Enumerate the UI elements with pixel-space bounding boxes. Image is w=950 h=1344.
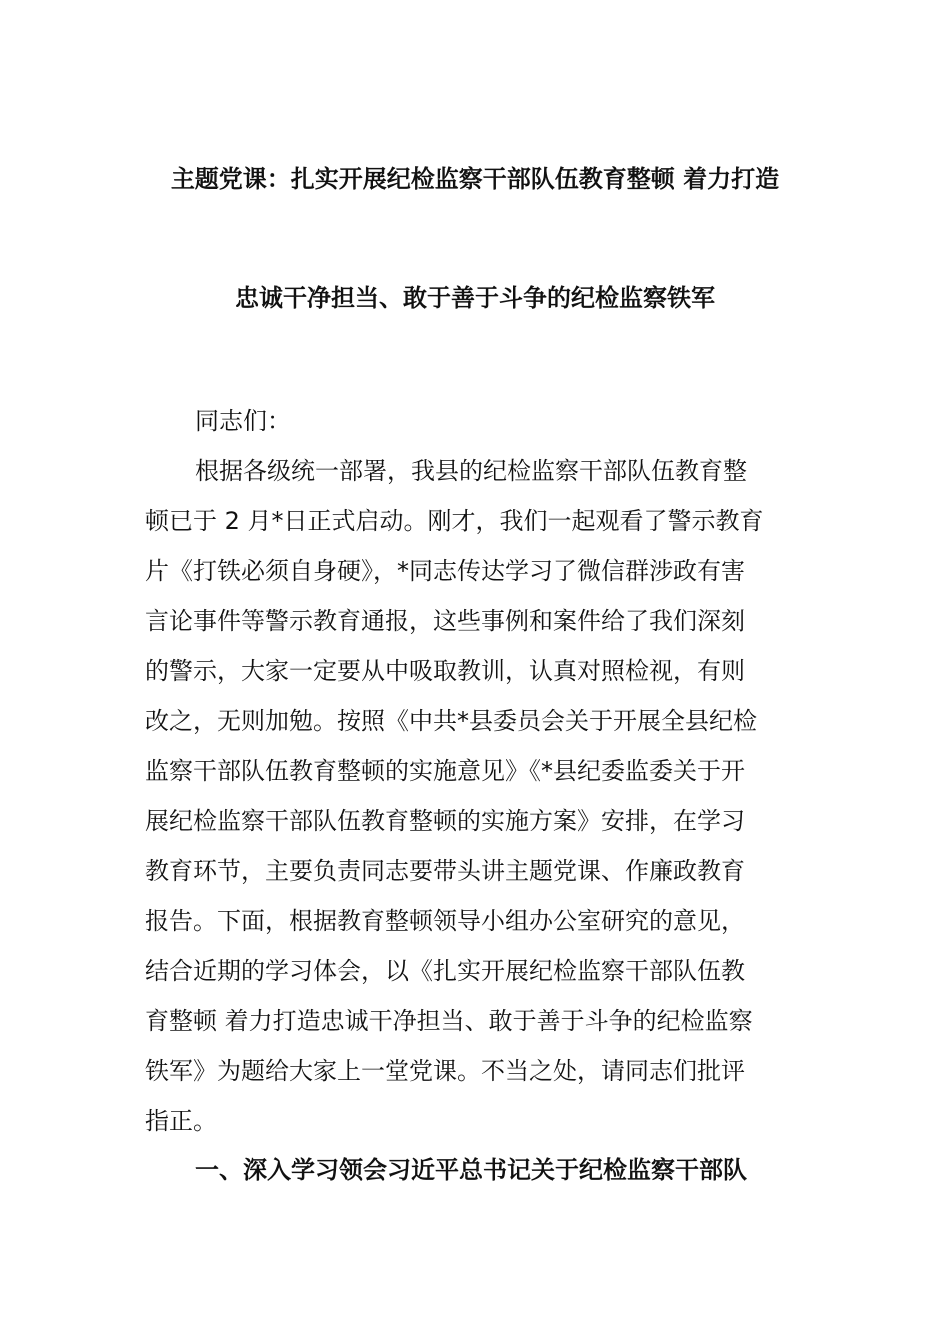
paragraph-line: 片《打铁必须自身硬》，*同志传达学习了微信群涉政有害	[145, 557, 745, 585]
paragraph-line: 铁军》为题给大家上一堂党课。不当之处，请同志们批评	[145, 1057, 745, 1085]
paragraph-line: 指正。	[145, 1107, 217, 1135]
paragraph-line: 监察干部队伍教育整顿的实施意见》《*县纪委监委关于开	[145, 757, 745, 785]
paragraph-line: 改之，无则加勉。按照《中共*县委员会关于开展全县纪检	[145, 707, 757, 735]
document-title-line-1: 主题党课：扎实开展纪检监察干部队伍教育整顿 着力打造	[170, 165, 780, 193]
paragraph-line: 言论事件等警示教育通报，这些事例和案件给了我们深刻	[145, 607, 745, 635]
paragraph-line: 的警示，大家一定要从中吸取教训，认真对照检视，有则	[145, 657, 745, 685]
section-heading: 一、深入学习领会习近平总书记关于纪检监察干部队	[195, 1156, 747, 1184]
paragraph-line: 报告。下面，根据教育整顿领导小组办公室研究的意见，	[145, 907, 745, 935]
paragraph-line: 根据各级统一部署，我县的纪检监察干部队伍教育整	[195, 457, 747, 485]
paragraph-line: 教育环节，主要负责同志要带头讲主题党课、作廉政教育	[145, 857, 745, 885]
body-paragraph	[145, 446, 815, 1146]
paragraph-line: 结合近期的学习体会，以《扎实开展纪检监察干部队伍教	[145, 957, 745, 985]
document-title-line-2: 忠诚干净担当、敢于善于斗争的纪检监察铁军	[235, 284, 715, 312]
paragraph-line: 育整顿 着力打造忠诚干净担当、敢于善于斗争的纪检监察	[145, 1007, 753, 1035]
paragraph-line: 展纪检监察干部队伍教育整顿的实施方案》安排，在学习	[145, 807, 745, 835]
salutation: 同志们：	[195, 407, 291, 435]
paragraph-line: 顿已于 2 月*日正式启动。刚才，我们一起观看了警示教育	[145, 507, 764, 535]
